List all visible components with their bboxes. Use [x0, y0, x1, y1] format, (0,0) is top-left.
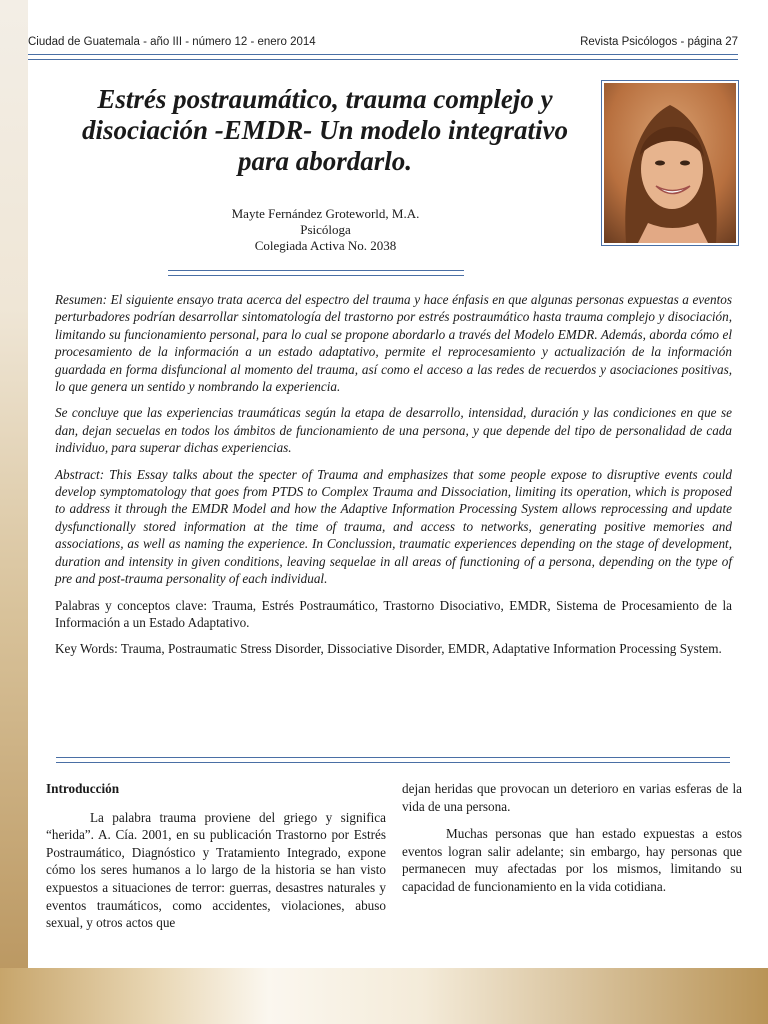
author-credential: Colegiada Activa No. 2038	[254, 238, 397, 253]
header-divider	[28, 54, 738, 60]
author-portrait-image	[604, 83, 736, 243]
author-photo	[601, 80, 739, 246]
section-heading: Introducción	[46, 781, 120, 796]
keywords-english-paragraph: Key Words: Trauma, Postraumatic Stress Disorder, Dissociative Disorder, EMDR, Adaptative Information Processing System.	[55, 641, 722, 657]
keywords-spanish-paragraph: Palabras y conceptos clave: Trauma, Estrés Postraumático, Trastorno Disociativo, EMDR, Sistema de Procesamiento de la Información a un Estado Adaptativo.	[55, 597, 732, 630]
article-title: Estrés postraumático, trauma complejo y disociación -EMDR- Un modelo integrativo para abordarlo.	[82, 84, 568, 176]
abstract-english-paragraph: Abstract: This Essay talks about the specter of Trauma and emphasizes that some people expose to disruptive events could develop symptomatology that goes from PTDS to Complex Trauma and Dissociation, limiting its operation, which is proposed to address it through the EMDR Model and how the Adaptive Information Processing System allows reprocessing and update dysfunctionally stored information at the time of trauma, and access to networks, generating positive memories and associations, as well as naming the experience. In Conclussion, traumatic experiences depending on the stage of development, duration and intensity in given conditions, leaving sequelae in all areas of functioning of a persona, depending on the type of pre and post-trauma personality of each individual.	[55, 466, 732, 587]
body-paragraph: La palabra trauma proviene del griego y significa “herida”. A. Cía. 2001, en su publicación Trastorno por Estrés Postraumático, Diagnóstico y Tratamiento Integrado, expone cómo los seres humanos a lo largo de la historia se han visto expuestos a situaciones de terror: guerras, desastres naturales y eventos traumáticos, como accidentes, violaciones, abuso sexual, y otros actos que	[46, 809, 386, 931]
resumen-paragraph: Resumen: El siguiente ensayo trata acerca del espectro del trauma y hace énfasis en que algunas personas expuestas a eventos perturbadores podrían desarrollar sintomatología del trastorno por estrés postraumático hasta trauma complejo y disociación, limitando su funcionamiento personal, para lo cual se propone abordarlo a través del Modelo EMDR. Además, aborda cómo el procesamiento de la información a un estado adaptativo, permite el reprocesamiento y actualización de la información guardada en forma disfuncional al momento del trauma, así como el acceso a las redes de recuerdos y asociaciones positivas, lo que genera un sentido y nombrando la experiencia.	[55, 292, 732, 395]
body-paragraph: dejan heridas que provocan un deterioro en varias esferas de la vida de una persona.	[402, 781, 742, 814]
author-divider	[168, 270, 464, 276]
author-name: Mayte Fernández Groteworld, M.A.	[231, 206, 420, 221]
author-role: Psicóloga	[300, 222, 351, 237]
conclusion-paragraph: Se concluye que las experiencias traumáticas según la etapa de desarrollo, intensidad, duración y las condiciones en que se dan, dejan secuelas en todos los ámbitos de funcionamiento de una persona, y que depende del tipo de personalidad de cada individuo, para superar dichas experiencias.	[55, 405, 732, 456]
header-page-info: Revista Psicólogos - página 27	[580, 36, 738, 48]
page-header	[28, 36, 738, 52]
body-paragraph: Muchas personas que han estado expuestas a estos eventos logran salir adelante; sin embargo, hay personas que permanecen muy afectadas por los mismos, limitando su capacidad de funcionamiento en la vida cotidiana.	[402, 826, 742, 894]
header-issue-info: Ciudad de Guatemala - año III - número 12 - enero 2014	[28, 36, 316, 48]
decorative-bottom-band	[0, 968, 768, 1024]
decorative-side-band	[0, 0, 28, 1024]
abstract-divider	[56, 757, 730, 763]
body-column-right	[402, 780, 742, 906]
abstract-section	[55, 291, 732, 667]
body-column-left	[46, 780, 386, 942]
author-info	[168, 206, 483, 254]
